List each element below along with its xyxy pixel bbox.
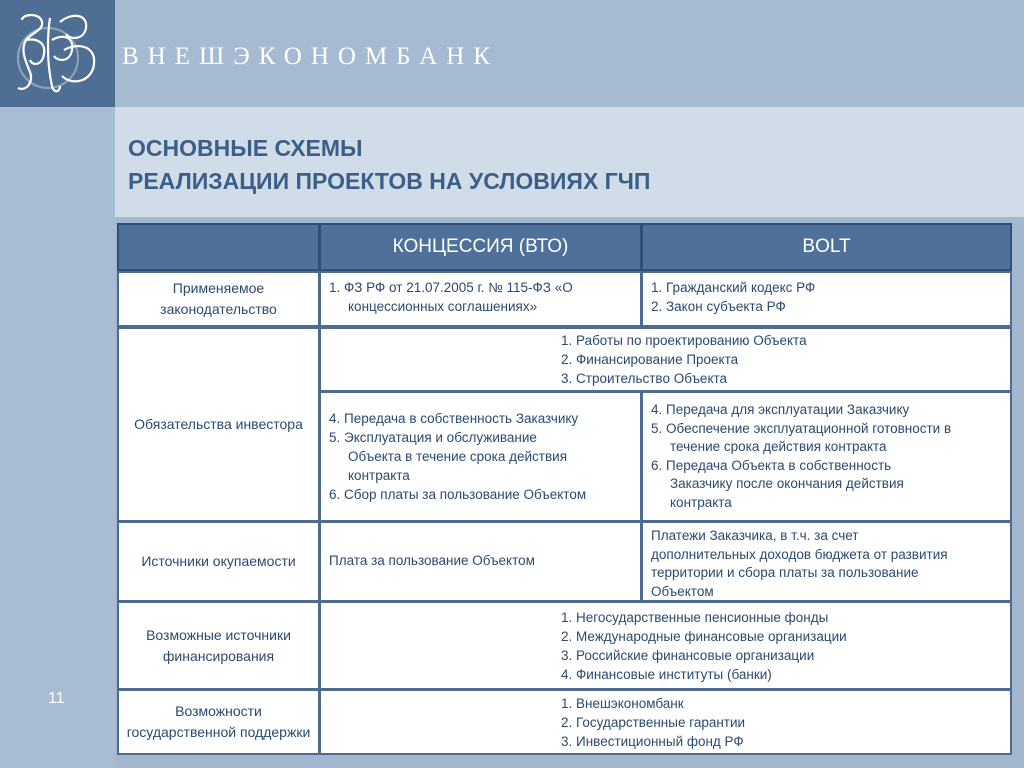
logo (0, 0, 115, 107)
page-title (128, 132, 650, 198)
title-line-2: РЕАЛИЗАЦИИ ПРОЕКТОВ НА УСЛОВИЯХ ГЧП (128, 168, 651, 194)
cell-obligations-common: 1. Работы по проектированию Объекта 2. Финансирование Проекта 3. Строительство Объекта (319, 327, 1012, 392)
cell-state-support-common: 1. Внешэкономбанк 2. Государственные гарантии 3. Инвестиционный фонд РФ (319, 689, 1012, 755)
row-label-legislation: Применяемое законодательство (117, 271, 320, 327)
row-label-obligations: Обязательства инвестора (117, 327, 320, 522)
veb-logo-icon (0, 0, 115, 107)
cell-legislation-concession: 1. ФЗ РФ от 21.07.2005 г. № 115-ФЗ «О концессионных соглашениях» (319, 271, 642, 327)
column-header-bolt: BOLT (641, 223, 1012, 271)
column-header-concession: КОНЦЕССИЯ (ВТО) (319, 223, 642, 271)
row-label-payback: Источники окупаемости (117, 521, 320, 602)
comparison-table (115, 218, 1016, 758)
left-band (0, 107, 115, 768)
cell-obligations-bolt: 4. Передача для эксплуатации Заказчику 5. Обеспечение эксплуатационной готовности в течение срока действия контракта 6. Передача Объекта в собственность Заказчику после окончания действия контракта (641, 391, 1012, 522)
title-line-1: ОСНОВНЫЕ СХЕМЫ (128, 135, 363, 161)
header-empty-cell (117, 223, 320, 271)
page-number: 11 (48, 690, 65, 707)
row-label-state-support: Возможности государственной поддержки (117, 689, 320, 755)
cell-payback-concession: Плата за пользование Объектом (319, 521, 642, 602)
cell-legislation-bolt: 1. Гражданский кодекс РФ 2. Закон субъекта РФ (641, 271, 1012, 327)
cell-payback-bolt: Платежи Заказчика, в т.ч. за счет дополнительных доходов бюджета от развития территории и сбора платы за пользование Объектом (641, 521, 1012, 602)
cell-obligations-concession: 4. Передача в собственность Заказчику 5. Эксплуатация и обслуживание Объекта в течение срока действия контракта 6. Сбор платы за пользование Объектом (319, 391, 642, 522)
cell-financing-common: 1. Негосударственные пенсионные фонды 2. Международные финансовые организации 3. Российские финансовые организации 4. Финансовые институты (банки) (319, 601, 1012, 690)
row-label-financing: Возможные источники финансирования (117, 601, 320, 690)
bank-name: ВНЕШЭКОНОМБАНК (122, 43, 499, 70)
